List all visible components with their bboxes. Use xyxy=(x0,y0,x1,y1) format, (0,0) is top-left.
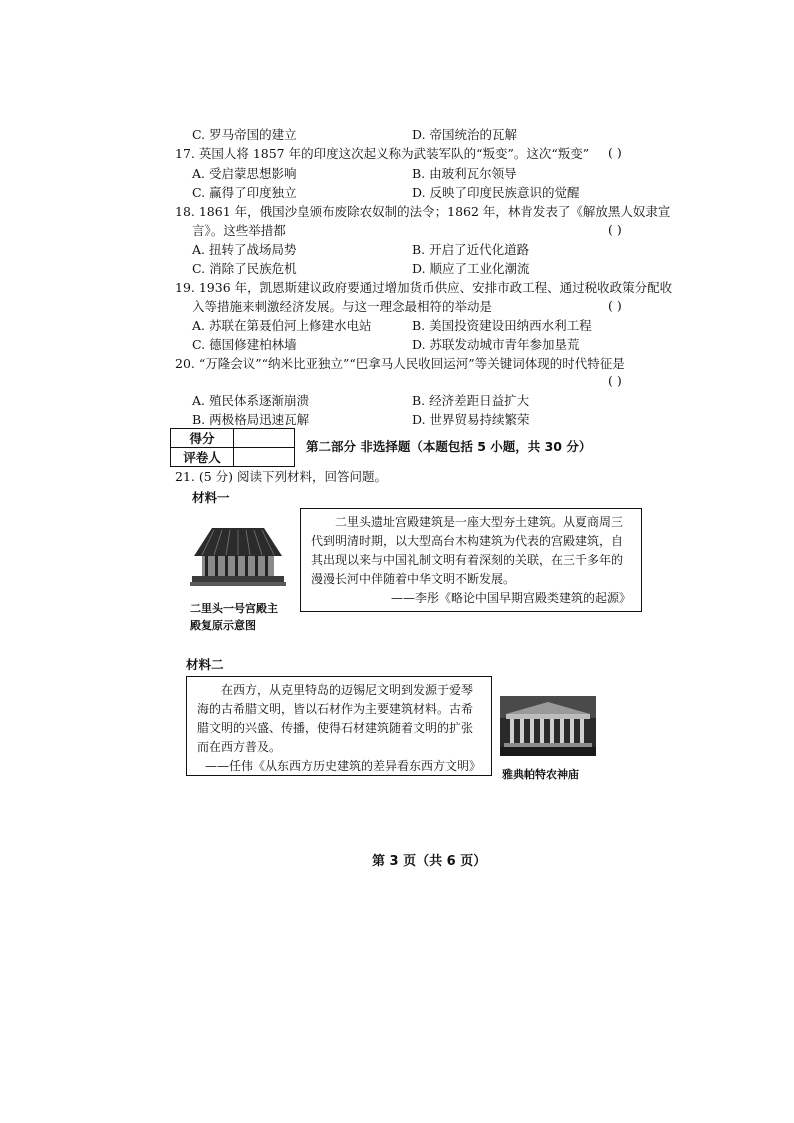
q20-stem: 20. “万隆会议”“纳米比亚独立”“巴拿马人民收回运河”等关键词体现的时代特征是 xyxy=(175,356,625,371)
material1-label: 材料一 xyxy=(192,490,230,505)
q21-stem: 21. (5 分) 阅读下列材料，回答问题。 xyxy=(175,469,388,484)
q17-option-c: C. 赢得了印度独立 xyxy=(192,185,297,200)
q19-option-b: B. 美国投资建设田纳西水利工程 xyxy=(412,318,592,333)
palace-image-caption-line1: 二里头一号宫殿主 xyxy=(190,602,278,615)
q18-answer-paren: ( ) xyxy=(608,222,622,237)
page-footer: 第 3 页（共 6 页） xyxy=(372,854,487,869)
material2-text: 在西方，从克里特岛的迈锡尼文明到发源于爱琴海的古希腊文明，皆以石材作为主要建筑材料。古希腊文明的兴盛、传播，使得石材建筑随着文明的扩张而在西方普及。 xyxy=(197,683,474,754)
q20-answer-paren: ( ) xyxy=(608,373,622,388)
score-table xyxy=(170,428,295,467)
q19-stem-line1: 19. 1936 年，凯恩斯建议政府要通过增加货币供应、安排市政工程、通过税收政策分配收 xyxy=(175,280,673,295)
q18-option-c: C. 消除了民族危机 xyxy=(192,261,297,276)
palace-reconstruction-image xyxy=(188,522,288,590)
q20-option-b: B. 经济差距日益扩大 xyxy=(412,393,530,408)
q18-option-d: D. 顺应了工业化潮流 xyxy=(412,261,530,276)
material2-label: 材料二 xyxy=(186,657,224,672)
score-label: 得分 xyxy=(171,429,234,448)
material2-source: ——任伟《从东西方历史建筑的差异看东西方文明》 xyxy=(204,759,481,773)
q19-stem-line2: 入等措施来刺激经济发展。与这一理念最相符的举动是 xyxy=(192,299,493,314)
q17-option-d: D. 反映了印度民族意识的觉醒 xyxy=(412,185,580,200)
material1-text: 二里头遗址宫殿建筑是一座大型夯土建筑。从夏商周三代到明清时期，以大型高台木构建筑为代表的宫殿建筑，自其出现以来与中国礼制文明有着深刻的关联，在三千多年的漫漫长河中伴随着中华文明不断发展。 xyxy=(311,515,624,586)
q18-stem-line1: 18. 1861 年，俄国沙皇颁布废除农奴制的法令；1862 年，林肯发表了《解放黑人奴隶宣 xyxy=(175,204,671,219)
parthenon-image xyxy=(500,696,596,756)
q19-answer-paren: ( ) xyxy=(608,298,622,313)
material2-box xyxy=(186,676,492,776)
q16-option-d: D. 帝国统治的瓦解 xyxy=(412,127,518,142)
material1-box xyxy=(300,508,642,612)
q16-option-c: C. 罗马帝国的建立 xyxy=(192,127,297,142)
score-field[interactable] xyxy=(234,429,295,448)
q17-stem: 17. 英国人将 1857 年的印度这次起义称为武装军队的“叛变”。这次“叛变” xyxy=(175,146,590,161)
q17-option-a: A. 受启蒙思想影响 xyxy=(192,166,297,181)
q18-stem-line2: 言》。这些举措都 xyxy=(192,223,286,238)
q17-answer-paren: ( ) xyxy=(608,145,622,160)
q20-option-a: A. 殖民体系逐渐崩溃 xyxy=(192,393,309,408)
q18-option-a: A. 扭转了战场局势 xyxy=(192,242,297,257)
grader-field[interactable] xyxy=(234,448,295,467)
material1-source: ——李彤《略论中国早期宫殿类建筑的起源》 xyxy=(390,591,631,605)
palace-image-caption-line2: 殿复原示意图 xyxy=(190,619,256,632)
q20-option-d: D. 世界贸易持续繁荣 xyxy=(412,412,530,427)
q18-option-b: B. 开启了近代化道路 xyxy=(412,242,530,257)
q19-option-d: D. 苏联发动城市青年参加垦荒 xyxy=(412,337,580,352)
parthenon-image-caption: 雅典帕特农神庙 xyxy=(502,768,579,781)
q20-option-c: B. 两极格局迅速瓦解 xyxy=(192,412,310,427)
q19-option-c: C. 德国修建柏林墙 xyxy=(192,337,297,352)
grader-label: 评卷人 xyxy=(171,448,234,467)
part2-title: 第二部分 非选择题（本题包括 5 小题，共 30 分） xyxy=(306,439,592,454)
q17-option-b: B. 由玻利瓦尔领导 xyxy=(412,166,517,181)
q19-option-a: A. 苏联在第聂伯河上修建水电站 xyxy=(192,318,372,333)
